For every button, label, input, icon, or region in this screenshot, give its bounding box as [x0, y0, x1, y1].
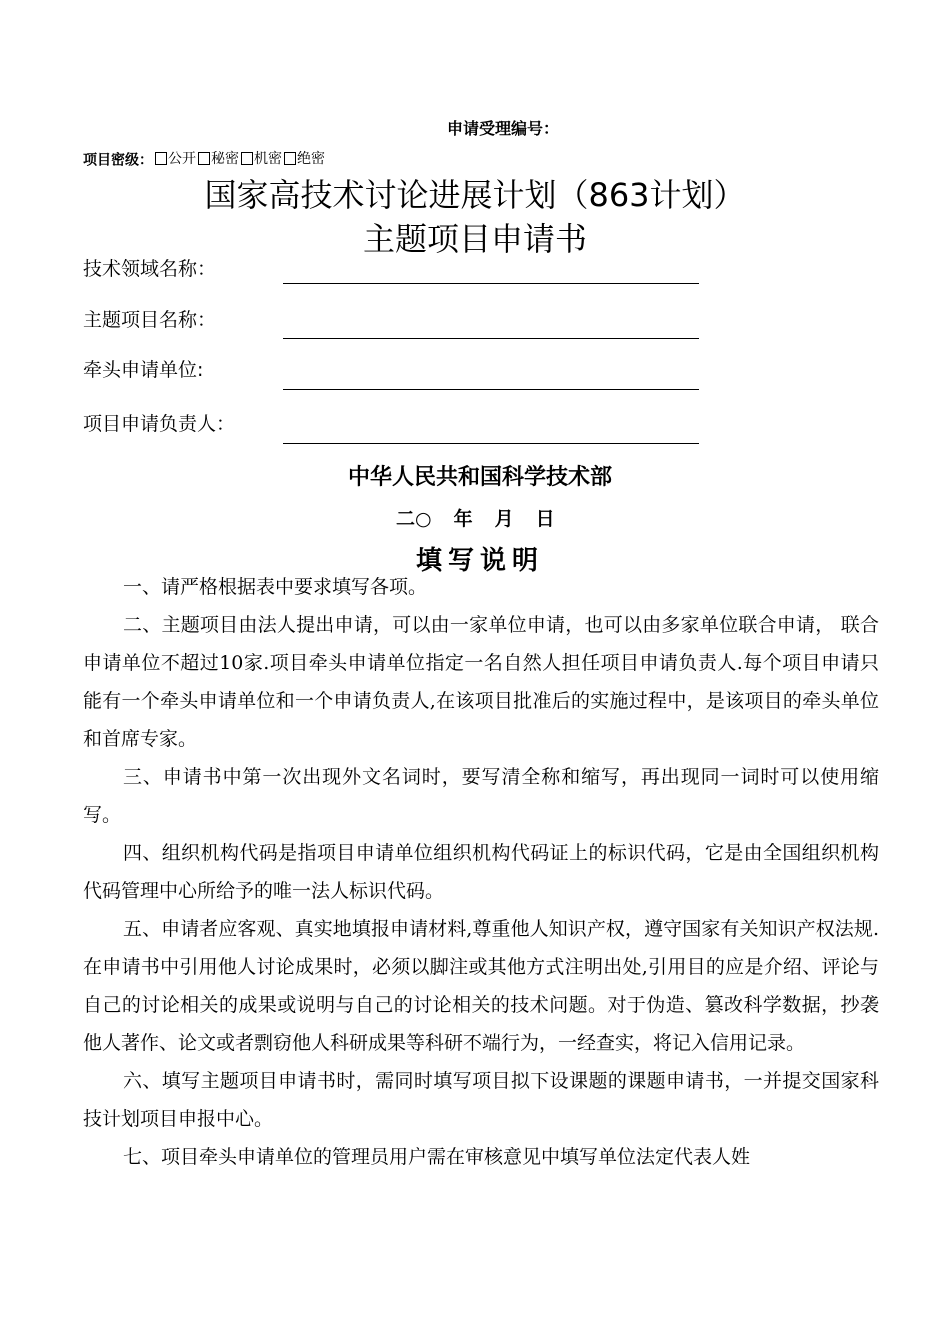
- instruction-item: 七、项目牵头申请单位的管理员用户需在审核意见中填写单位法定代表人姓: [123, 1146, 751, 1168]
- date-year: 年: [453, 508, 473, 530]
- checkbox-icon[interactable]: [198, 152, 210, 165]
- secret-option-public[interactable]: 公开: [153, 148, 196, 168]
- instruction-item: 二、主题项目由法人提出申请，可以由一家单位申请，也可以由多家单位联合申请， 联合申请单位不超过10家.项目牵头申请单位指定一名自然人担任项目申请负责人.每个项目申请只能有一个牵头申请单位和一个申请负责人,在该项目批准后的实施过程中，是该项目的牵头单位和首席专家。: [83, 614, 879, 750]
- instruction-item: 六、填写主题项目申请书时，需同时填写项目拟下设课题的课题申请书，一并提交国家科技计划项目申报中心。: [83, 1070, 879, 1130]
- instruction-item: 一、请严格根据表中要求填写各项。: [123, 576, 428, 598]
- field-label-tech-domain: 技术领域名称：: [83, 258, 217, 280]
- field-line-project-leader[interactable]: [283, 443, 699, 444]
- field-label-project-leader: 项目申请负责人：: [83, 413, 236, 435]
- instruction-item: 三、申请书中第一次出现外文名词时，要写清全称和缩写，再出现同一词时可以使用缩写。: [83, 766, 879, 826]
- field-line-project-name[interactable]: [283, 338, 699, 339]
- ministry-name: 中华人民共和国科学技术部: [347, 465, 612, 490]
- secret-option-confidential[interactable]: 机密: [239, 148, 282, 168]
- instruction-item: 五、申请者应客观、真实地填报申请材料,尊重他人知识产权，遵守国家有关知识产权法规.在申请书中引用他人讨论成果时，必须以脚注或其他方式注明出处,引用目的应是介绍、评论与自己的讨论相关的成果或说明与自己的讨论相关的技术问题。对于伪造、篡改科学数据，抄袭他人著作、论文或者剽窃他人科研成果等科研不端行为，一经查实，将记入信用记录。: [83, 918, 879, 1054]
- secret-option-top-secret[interactable]: 绝密: [282, 148, 325, 168]
- instructions-heading: 填写说明: [415, 546, 544, 576]
- secret-level-label: 项目密级：: [83, 152, 153, 169]
- date-line: [396, 504, 555, 531]
- field-label-project-name: 主题项目名称：: [83, 309, 217, 331]
- instruction-item: 四、组织机构代码是指项目申请单位组织机构代码证上的标识代码，它是由全国组织机构代码管理中心所给予的唯一法人标识代码。: [83, 842, 879, 902]
- date-month: 月: [494, 508, 514, 530]
- checkbox-icon[interactable]: [284, 152, 296, 165]
- field-line-lead-unit[interactable]: [283, 389, 699, 390]
- instructions-body: [83, 568, 879, 1176]
- secret-level: [83, 148, 325, 170]
- date-year-prefix: 二○: [396, 508, 432, 530]
- checkbox-icon[interactable]: [155, 152, 167, 165]
- document-subtitle: 主题项目申请书: [362, 220, 587, 258]
- checkbox-icon[interactable]: [241, 152, 253, 165]
- secret-option-secret[interactable]: 秘密: [196, 148, 239, 168]
- date-day: 日: [535, 508, 555, 530]
- acceptance-number-label: 申请受理编号：: [447, 119, 560, 138]
- field-line-tech-domain[interactable]: [283, 283, 699, 284]
- field-label-lead-unit: 牵头申请单位:: [83, 359, 204, 381]
- document-title: 国家高技术讨论进展计划（863计划）: [204, 176, 746, 214]
